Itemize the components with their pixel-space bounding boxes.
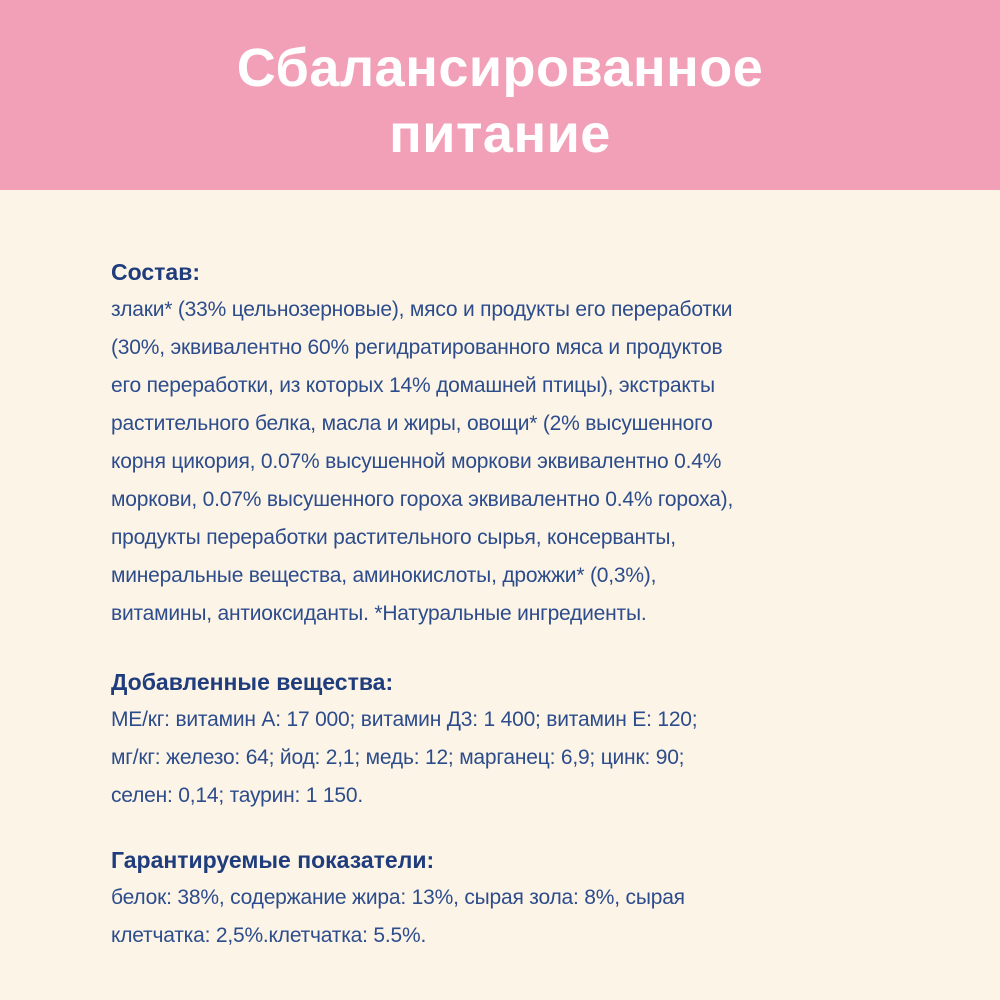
text-line: белок: 38%, содержание жира: 13%, сырая зола: 8%, сырая xyxy=(111,886,685,909)
page-title-line-1: Сбалансированное xyxy=(236,38,764,98)
section-heading: Состав: xyxy=(111,259,201,285)
text-line: продукты переработки растительного сырья, консерванты, xyxy=(111,526,676,549)
text-line: витамины, антиоксиданты. *Натуральные ингредиенты. xyxy=(111,602,647,625)
text-line: мг/кг: железо: 64; йод: 2,1; медь: 12; марганец: 6,9; цинк: 90; xyxy=(111,746,685,769)
text-line: минеральные вещества, аминокислоты, дрожжи* (0,3%), xyxy=(111,564,657,587)
composition-section xyxy=(111,253,733,633)
text-line: селен: 0,14; таурин: 1 150. xyxy=(111,784,363,807)
text-line: (30%, эквивалентно 60% регидратированного мяса и продуктов xyxy=(111,336,723,359)
text-line: МЕ/кг: витамин А: 17 000; витамин Д3: 1 400; витамин Е: 120; xyxy=(111,708,698,731)
text-line: растительного белка, масла и жиры, овощи* (2% высушенного xyxy=(111,412,713,435)
header-banner xyxy=(0,0,1000,190)
section-heading: Добавленные вещества: xyxy=(111,669,394,695)
guaranteed-values-section xyxy=(111,841,685,955)
text-line: клетчатка: 2,5%.клетчатка: 5.5%. xyxy=(111,924,427,947)
text-line: его переработки, из которых 14% домашней птицы), экстракты xyxy=(111,374,715,397)
page-title-line-2: питание xyxy=(389,104,611,164)
text-line: моркови, 0.07% высушенного гороха эквивалентно 0.4% гороха), xyxy=(111,488,734,511)
additives-section xyxy=(111,663,697,815)
text-line: злаки* (33% цельнозерновые), мясо и продукты его переработки xyxy=(111,298,733,321)
text-line: корня цикория, 0.07% высушенной моркови эквивалентно 0.4% xyxy=(111,450,722,473)
section-heading: Гарантируемые показатели: xyxy=(111,847,435,873)
